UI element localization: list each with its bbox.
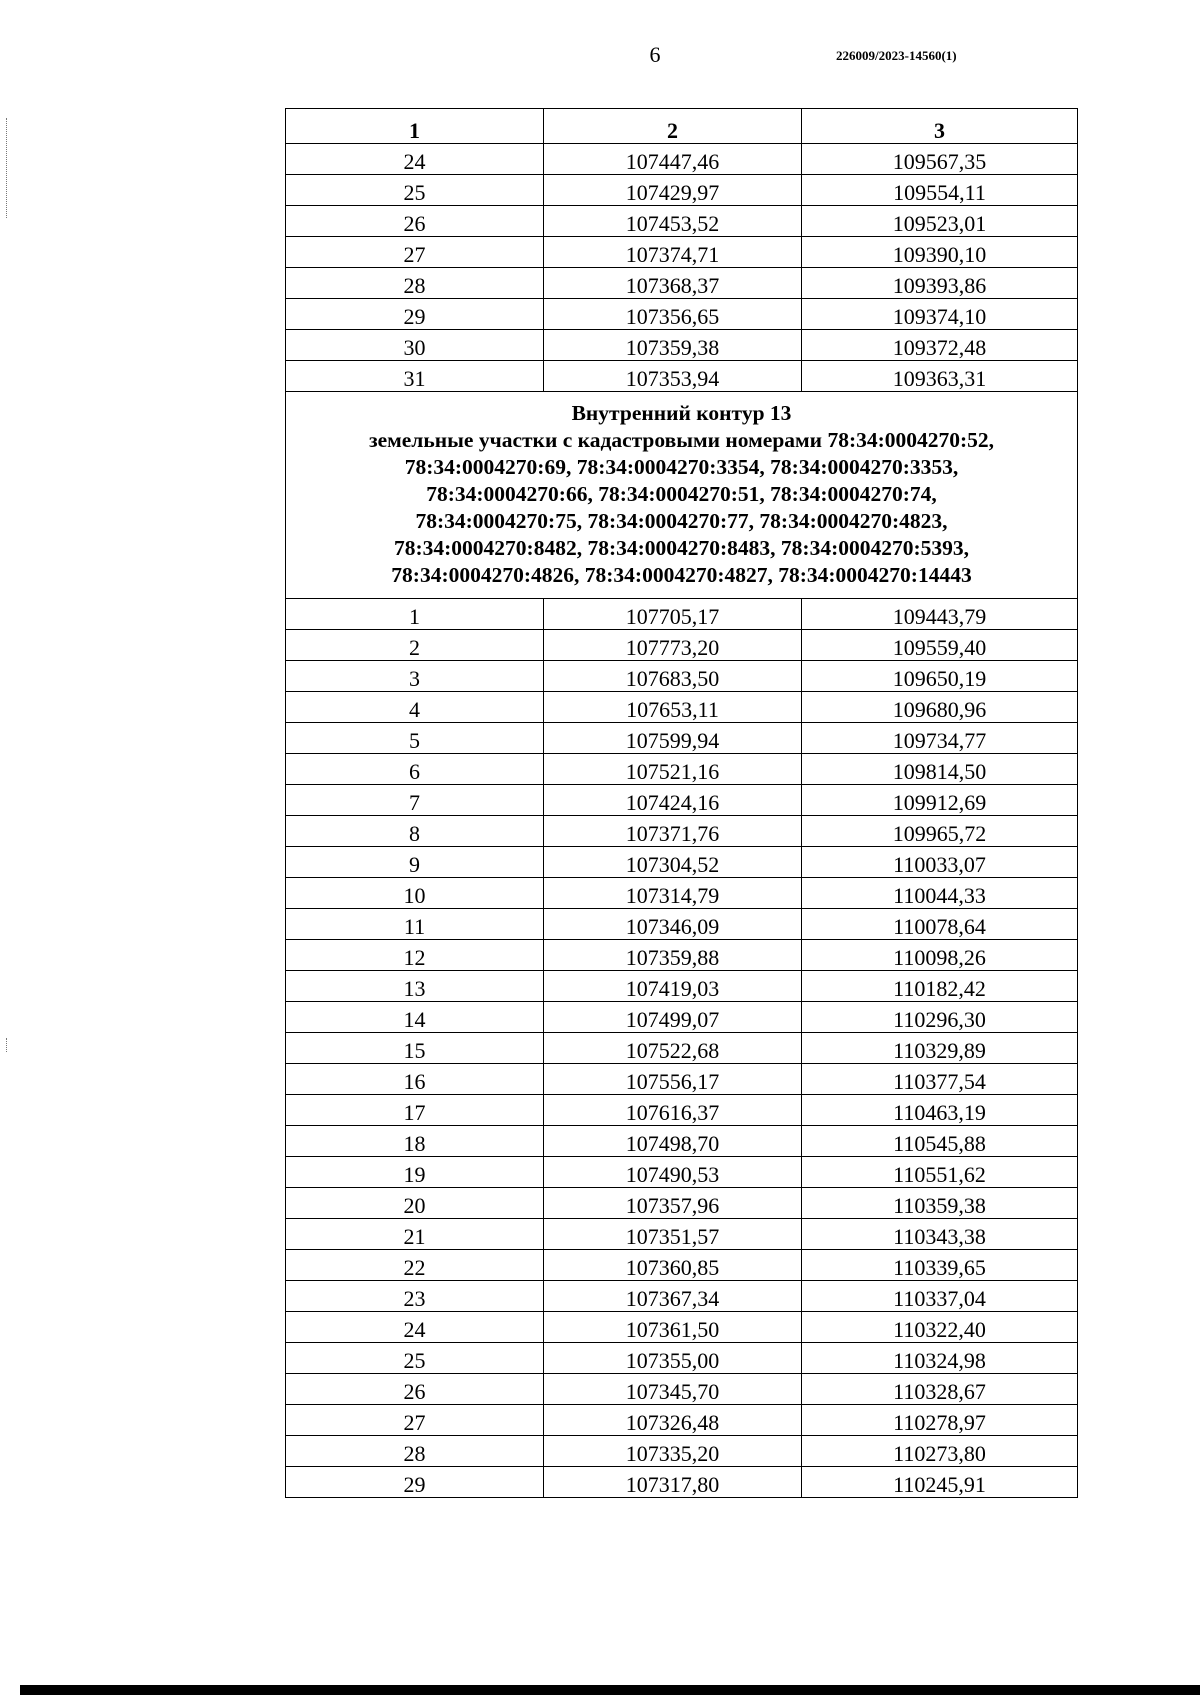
x-coordinate-cell: 107374,71	[544, 237, 802, 268]
y-coordinate-cell: 110343,38	[802, 1219, 1078, 1250]
y-coordinate-cell: 110337,04	[802, 1281, 1078, 1312]
section-description-line: земельные участки с кадастровыми номерами 78:34:0004270:52,	[368, 427, 995, 452]
y-coordinate-cell: 110296,30	[802, 1002, 1078, 1033]
x-coordinate-cell: 107314,79	[544, 878, 802, 909]
point-number-cell: 3	[286, 661, 544, 692]
coordinates-table	[285, 108, 1078, 1498]
table-row	[286, 692, 1078, 723]
section-description-line: 78:34:0004270:4826, 78:34:0004270:4827, 78:34:0004270:14443	[391, 562, 972, 587]
point-number-cell: 10	[286, 878, 544, 909]
x-coordinate-cell: 107359,38	[544, 330, 802, 361]
point-number-cell: 26	[286, 1374, 544, 1405]
x-coordinate-cell: 107345,70	[544, 1374, 802, 1405]
y-coordinate-cell: 109372,48	[802, 330, 1078, 361]
section-description-line: 78:34:0004270:69, 78:34:0004270:3354, 78:34:0004270:3353,	[404, 454, 959, 479]
point-number-cell: 21	[286, 1219, 544, 1250]
x-coordinate-cell: 107335,20	[544, 1436, 802, 1467]
y-coordinate-cell: 110377,54	[802, 1064, 1078, 1095]
y-coordinate-cell: 110098,26	[802, 940, 1078, 971]
point-number-cell: 25	[286, 175, 544, 206]
x-coordinate-cell: 107522,68	[544, 1033, 802, 1064]
table-row	[286, 1343, 1078, 1374]
point-number-cell: 20	[286, 1188, 544, 1219]
section-description-line: 78:34:0004270:66, 78:34:0004270:51, 78:34:0004270:74,	[426, 481, 937, 506]
y-coordinate-cell: 109680,96	[802, 692, 1078, 723]
y-coordinate-cell: 109734,77	[802, 723, 1078, 754]
y-coordinate-cell: 109912,69	[802, 785, 1078, 816]
table-row	[286, 661, 1078, 692]
x-coordinate-cell: 107317,80	[544, 1467, 802, 1498]
point-number-cell: 27	[286, 237, 544, 268]
y-coordinate-cell: 110278,97	[802, 1405, 1078, 1436]
coordinates-table-body	[286, 109, 1078, 1498]
y-coordinate-cell: 110329,89	[802, 1033, 1078, 1064]
table-row	[286, 1064, 1078, 1095]
table-row	[286, 206, 1078, 237]
y-coordinate-cell: 110273,80	[802, 1436, 1078, 1467]
x-coordinate-cell: 107705,17	[544, 599, 802, 630]
point-number-cell: 13	[286, 971, 544, 1002]
x-coordinate-cell: 107357,96	[544, 1188, 802, 1219]
table-row	[286, 1002, 1078, 1033]
table-row	[286, 785, 1078, 816]
document-code: 226009/2023-14560(1)	[836, 48, 957, 63]
point-number-cell: 23	[286, 1281, 544, 1312]
table-row	[286, 237, 1078, 268]
point-number-cell: 2	[286, 630, 544, 661]
table-row	[286, 1312, 1078, 1343]
x-coordinate-cell: 107499,07	[544, 1002, 802, 1033]
table-row	[286, 878, 1078, 909]
table-row	[286, 909, 1078, 940]
x-coordinate-cell: 107498,70	[544, 1126, 802, 1157]
y-coordinate-cell: 109390,10	[802, 237, 1078, 268]
x-coordinate-cell: 107353,94	[544, 361, 802, 392]
point-number-cell: 1	[286, 599, 544, 630]
y-coordinate-cell: 110044,33	[802, 878, 1078, 909]
table-row	[286, 1033, 1078, 1064]
point-number-cell: 8	[286, 816, 544, 847]
table-row	[286, 1405, 1078, 1436]
y-coordinate-cell: 109363,31	[802, 361, 1078, 392]
scan-edge-bar	[20, 1685, 1200, 1695]
table-row	[286, 1219, 1078, 1250]
x-coordinate-cell: 107326,48	[544, 1405, 802, 1436]
table-row	[286, 754, 1078, 785]
section-header-cell	[286, 392, 1078, 599]
point-number-cell: 30	[286, 330, 544, 361]
table-row	[286, 1126, 1078, 1157]
x-coordinate-cell: 107359,88	[544, 940, 802, 971]
page-number: 6	[649, 42, 661, 67]
table-row	[286, 1095, 1078, 1126]
point-number-cell: 17	[286, 1095, 544, 1126]
point-number-cell: 22	[286, 1250, 544, 1281]
point-number-cell: 14	[286, 1002, 544, 1033]
y-coordinate-cell: 110359,38	[802, 1188, 1078, 1219]
x-coordinate-cell: 107419,03	[544, 971, 802, 1002]
point-number-cell: 28	[286, 1436, 544, 1467]
y-coordinate-cell: 110324,98	[802, 1343, 1078, 1374]
point-number-cell: 15	[286, 1033, 544, 1064]
column-header-y: 3	[802, 109, 1078, 144]
x-coordinate-cell: 107429,97	[544, 175, 802, 206]
x-coordinate-cell: 107355,00	[544, 1343, 802, 1374]
x-coordinate-cell: 107304,52	[544, 847, 802, 878]
x-coordinate-cell: 107424,16	[544, 785, 802, 816]
y-coordinate-cell: 109650,19	[802, 661, 1078, 692]
point-number-cell: 19	[286, 1157, 544, 1188]
point-number-cell: 29	[286, 299, 544, 330]
x-coordinate-cell: 107368,37	[544, 268, 802, 299]
table-row	[286, 599, 1078, 630]
point-number-cell: 6	[286, 754, 544, 785]
y-coordinate-cell: 109814,50	[802, 754, 1078, 785]
y-coordinate-cell: 109443,79	[802, 599, 1078, 630]
y-coordinate-cell: 110182,42	[802, 971, 1078, 1002]
y-coordinate-cell: 110463,19	[802, 1095, 1078, 1126]
point-number-cell: 25	[286, 1343, 544, 1374]
point-number-cell: 26	[286, 206, 544, 237]
y-coordinate-cell: 110033,07	[802, 847, 1078, 878]
scan-margin-marks	[6, 1038, 10, 1052]
point-number-cell: 5	[286, 723, 544, 754]
point-number-cell: 16	[286, 1064, 544, 1095]
point-number-cell: 11	[286, 909, 544, 940]
point-number-cell: 4	[286, 692, 544, 723]
table-row	[286, 630, 1078, 661]
x-coordinate-cell: 107356,65	[544, 299, 802, 330]
x-coordinate-cell: 107683,50	[544, 661, 802, 692]
y-coordinate-cell: 110078,64	[802, 909, 1078, 940]
y-coordinate-cell: 110328,67	[802, 1374, 1078, 1405]
y-coordinate-cell: 110545,88	[802, 1126, 1078, 1157]
table-row	[286, 144, 1078, 175]
y-coordinate-cell: 109554,11	[802, 175, 1078, 206]
table-row	[286, 940, 1078, 971]
table-row	[286, 723, 1078, 754]
table-row	[286, 1250, 1078, 1281]
table-row	[286, 816, 1078, 847]
y-coordinate-cell: 109965,72	[802, 816, 1078, 847]
point-number-cell: 24	[286, 1312, 544, 1343]
table-row	[286, 1281, 1078, 1312]
x-coordinate-cell: 107521,16	[544, 754, 802, 785]
table-row	[286, 299, 1078, 330]
x-coordinate-cell: 107371,76	[544, 816, 802, 847]
y-coordinate-cell: 110339,65	[802, 1250, 1078, 1281]
table-row	[286, 1188, 1078, 1219]
point-number-cell: 24	[286, 144, 544, 175]
x-coordinate-cell: 107773,20	[544, 630, 802, 661]
x-coordinate-cell: 107447,46	[544, 144, 802, 175]
table-row	[286, 971, 1078, 1002]
table-row	[286, 1436, 1078, 1467]
x-coordinate-cell: 107351,57	[544, 1219, 802, 1250]
y-coordinate-cell: 110322,40	[802, 1312, 1078, 1343]
section-description-line: 78:34:0004270:8482, 78:34:0004270:8483, 78:34:0004270:5393,	[393, 535, 970, 560]
x-coordinate-cell: 107556,17	[544, 1064, 802, 1095]
x-coordinate-cell: 107360,85	[544, 1250, 802, 1281]
section-description-line: 78:34:0004270:75, 78:34:0004270:77, 78:34:0004270:4823,	[415, 508, 948, 533]
table-header-row	[286, 109, 1078, 144]
x-coordinate-cell: 107616,37	[544, 1095, 802, 1126]
section-header-row	[286, 392, 1078, 599]
point-number-cell: 28	[286, 268, 544, 299]
point-number-cell: 18	[286, 1126, 544, 1157]
scan-margin-marks	[6, 118, 10, 218]
y-coordinate-cell: 109523,01	[802, 206, 1078, 237]
table-row	[286, 1374, 1078, 1405]
x-coordinate-cell: 107367,34	[544, 1281, 802, 1312]
y-coordinate-cell: 109393,86	[802, 268, 1078, 299]
table-row	[286, 175, 1078, 206]
point-number-cell: 29	[286, 1467, 544, 1498]
y-coordinate-cell: 109559,40	[802, 630, 1078, 661]
y-coordinate-cell: 110245,91	[802, 1467, 1078, 1498]
point-number-cell: 12	[286, 940, 544, 971]
table-row	[286, 268, 1078, 299]
point-number-cell: 9	[286, 847, 544, 878]
y-coordinate-cell: 110551,62	[802, 1157, 1078, 1188]
x-coordinate-cell: 107490,53	[544, 1157, 802, 1188]
table-row	[286, 1467, 1078, 1498]
column-header-x: 2	[544, 109, 802, 144]
point-number-cell: 27	[286, 1405, 544, 1436]
table-row	[286, 361, 1078, 392]
x-coordinate-cell: 107361,50	[544, 1312, 802, 1343]
x-coordinate-cell: 107653,11	[544, 692, 802, 723]
x-coordinate-cell: 107346,09	[544, 909, 802, 940]
column-header-point: 1	[286, 109, 544, 144]
x-coordinate-cell: 107453,52	[544, 206, 802, 237]
y-coordinate-cell: 109374,10	[802, 299, 1078, 330]
section-title: Внутренний контур 13	[571, 400, 792, 425]
table-row	[286, 1157, 1078, 1188]
table-row	[286, 847, 1078, 878]
y-coordinate-cell: 109567,35	[802, 144, 1078, 175]
point-number-cell: 7	[286, 785, 544, 816]
x-coordinate-cell: 107599,94	[544, 723, 802, 754]
point-number-cell: 31	[286, 361, 544, 392]
table-row	[286, 330, 1078, 361]
